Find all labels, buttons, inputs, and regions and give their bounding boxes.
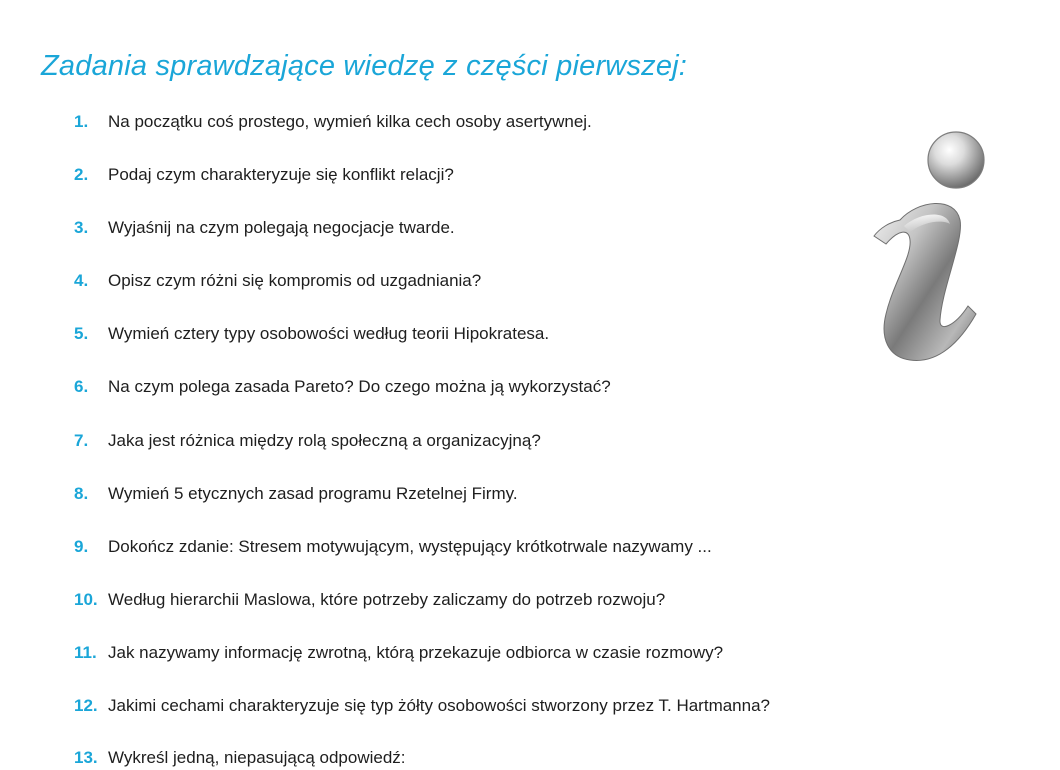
list-item <box>74 163 454 187</box>
list-item <box>74 322 549 346</box>
question-text: Na czym polega zasada Pareto? Do czego można ją wykorzystać? <box>108 377 611 396</box>
question-number: 6. <box>74 377 89 396</box>
question-text: Według hierarchii Maslowa, które potrzeby zaliczamy do potrzeb rozwoju? <box>108 590 666 609</box>
question-text: Jak nazywamy informację zwrotną, którą przekazuje odbiorca w czasie rozmowy? <box>108 643 724 662</box>
question-text: Wyjaśnij na czym polegają negocjacje twarde. <box>108 218 455 237</box>
list-item <box>74 269 481 293</box>
page-title: Zadania sprawdzające wiedzę z części pierwszej: <box>41 50 688 82</box>
info-i-icon <box>860 128 1000 368</box>
question-number: 2. <box>74 165 89 184</box>
list-item <box>74 694 770 718</box>
question-number: 3. <box>74 218 89 237</box>
info-stem-shape <box>874 203 976 360</box>
question-text: Podaj czym charakteryzuje się konflikt relacji? <box>108 165 454 184</box>
question-number: 8. <box>74 484 89 503</box>
question-number: 4. <box>74 271 89 290</box>
question-number: 9. <box>74 537 89 556</box>
question-text: Wymień 5 etycznych zasad programu Rzetelnej Firmy. <box>108 484 518 503</box>
question-text: Opisz czym różni się kompromis od uzgadniania? <box>108 271 482 290</box>
question-text: Na początku coś prostego, wymień kilka cech osoby asertywnej. <box>108 112 592 131</box>
question-number: 10. <box>74 590 98 609</box>
list-item <box>74 482 518 506</box>
list-item <box>74 216 455 240</box>
question-number: 13. <box>74 748 98 767</box>
list-item <box>74 641 723 665</box>
question-text: Jakimi cechami charakteryzuje się typ żółty osobowości stworzony przez T. Hartmanna? <box>108 696 771 715</box>
question-text: Dokończ zdanie: Stresem motywującym, występujący krótkotrwale nazywamy ... <box>108 537 712 556</box>
list-item <box>74 746 406 770</box>
list-item <box>74 375 611 399</box>
question-text: Jaka jest różnica między rolą społeczną a organizacyjną? <box>108 431 541 450</box>
list-item <box>74 429 541 453</box>
question-number: 1. <box>74 112 89 131</box>
question-number: 7. <box>74 431 89 450</box>
question-number: 5. <box>74 324 89 343</box>
list-item <box>74 588 665 612</box>
list-item <box>74 110 592 134</box>
question-number: 12. <box>74 696 98 715</box>
question-text: Wykreśl jedną, niepasującą odpowiedź: <box>108 748 406 767</box>
list-item <box>74 535 712 559</box>
question-text: Wymień cztery typy osobowości według teorii Hipokratesa. <box>108 324 550 343</box>
question-number: 11. <box>74 643 97 662</box>
